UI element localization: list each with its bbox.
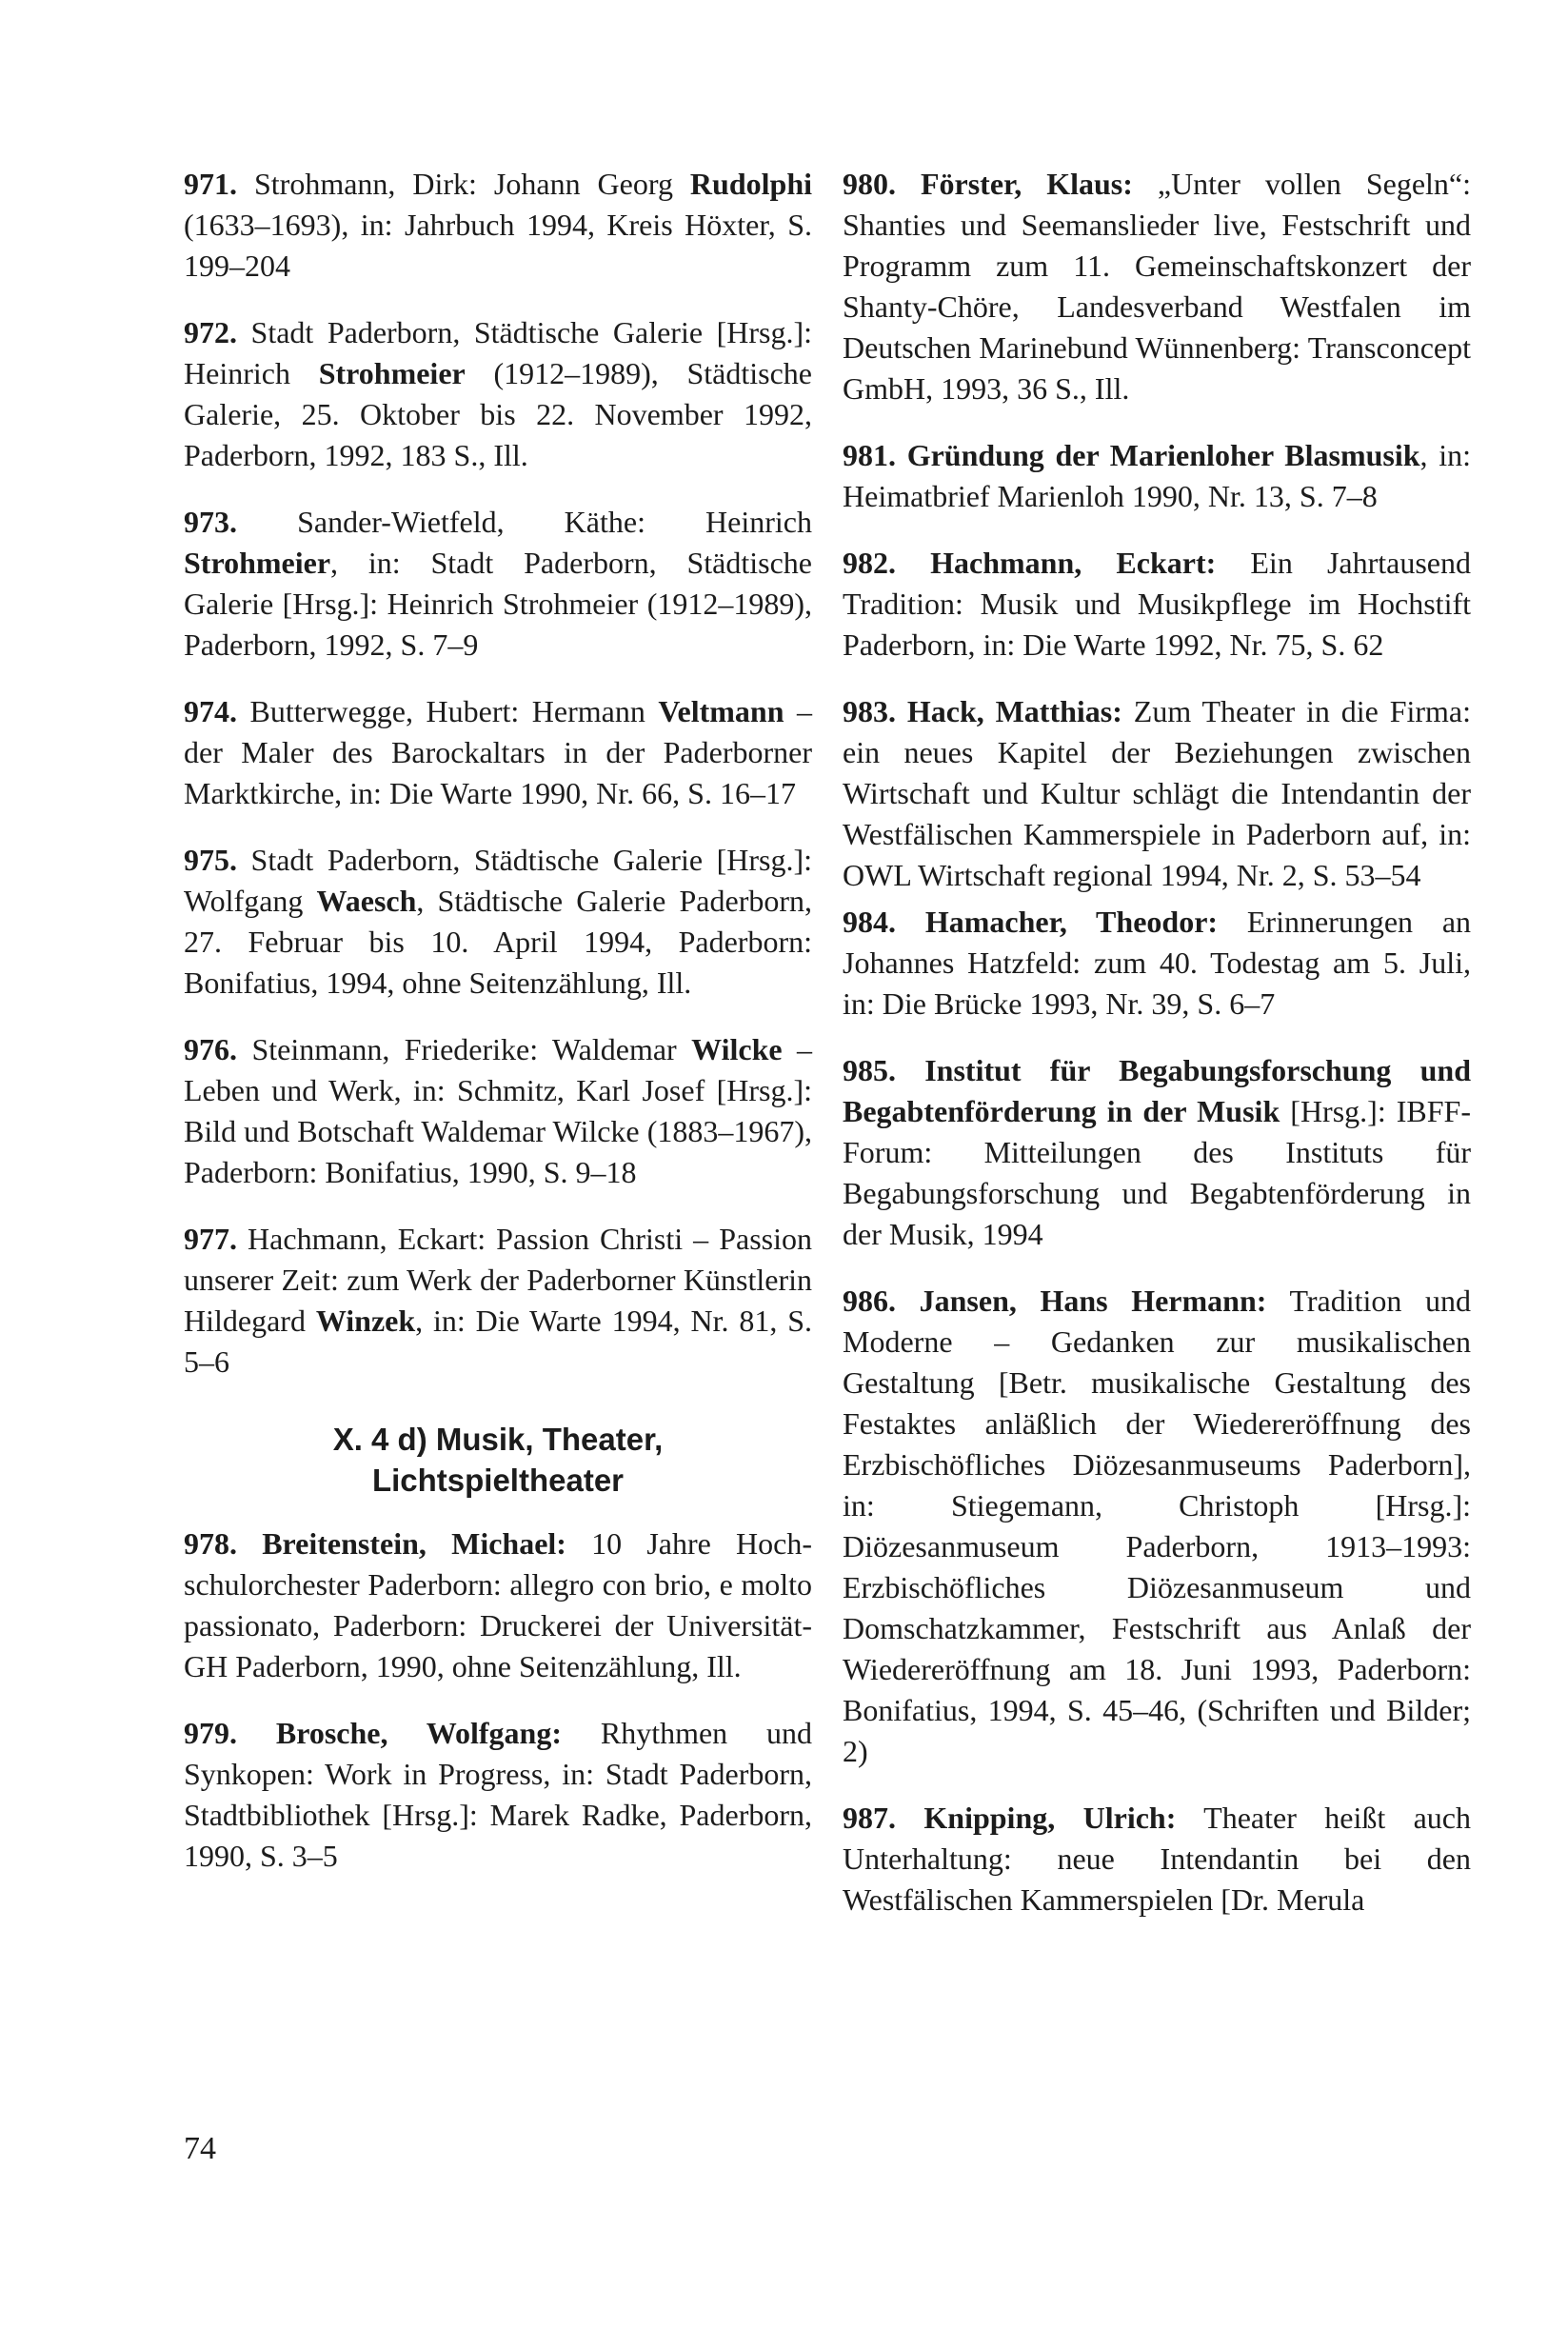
entry-bold-text: Jansen, Hans Hermann: xyxy=(919,1284,1267,1318)
entry-974 xyxy=(184,691,812,814)
entry-text: Stadt Paderborn, Städtische Galerie [Hrsg.]: Wolfgang xyxy=(184,843,812,918)
entry-number: 978. xyxy=(184,1526,237,1561)
entry-983 xyxy=(843,691,1471,896)
entry-number: 973. xyxy=(184,505,237,539)
entry-982 xyxy=(843,543,1471,666)
entry-text xyxy=(896,1801,923,1835)
entry-text: Sander-Wietfeld, Käthe: Heinrich xyxy=(237,505,812,539)
entry-971 xyxy=(184,164,812,287)
entry-977 xyxy=(184,1219,812,1383)
left-column xyxy=(184,164,812,1902)
entry-text: , in: Die Warte 1994, Nr. 81, S. 5–6 xyxy=(184,1304,813,1379)
entry-bold-text: Förster, Klaus: xyxy=(920,167,1133,201)
entry-bold-text: Strohmeier xyxy=(318,356,466,390)
entry-978 xyxy=(184,1523,812,1687)
entry-981 xyxy=(843,435,1471,517)
entry-number: 971. xyxy=(184,167,237,201)
entry-bold-text: Institut für Begabungsforschung und Begabtenförderung in der Musik xyxy=(843,1053,1471,1128)
entry-text: Steinmann, Friederike: Waldemar xyxy=(237,1032,692,1066)
entry-973 xyxy=(184,502,812,666)
entry-number: 987. xyxy=(843,1801,896,1835)
entry-text: , Städtische Galerie Paderborn, 27. Februar bis 10. April 1994, Paderborn: Bonifatius, 1994, ohne Seitenzählung, Ill. xyxy=(184,884,813,1000)
entry-text: (1912–1989), Städtische Galerie, 25. Oktober bis 22. November 1992, Paderborn, 1992, 183 S., Ill. xyxy=(184,356,813,472)
entry-text: , in: Stadt Paderborn, Städtische Galerie [Hrsg.]: Heinrich Strohmeier (1912–1989), Paderborn, 1992, S. 7–9 xyxy=(184,546,812,662)
section-heading xyxy=(184,1419,812,1501)
entry-text xyxy=(896,1284,920,1318)
entry-979 xyxy=(184,1713,812,1877)
entry-text: Erinnerungen an Johannes Hatzfeld: zum 40. Todestag am 5. Juli, in: Die Brücke 1993, Nr. 39, S. 6–7 xyxy=(843,905,1472,1021)
entry-bold-text: Hachmann, Eckart: xyxy=(930,546,1217,580)
entry-985 xyxy=(843,1050,1471,1255)
entry-text xyxy=(896,694,907,728)
entry-bold-text: Strohmeier xyxy=(184,546,331,580)
entry-text xyxy=(896,546,930,580)
entry-bold-text: Knipping, Ulrich: xyxy=(923,1801,1177,1835)
section-heading-line-1: X. 4 d) Musik, Theater, xyxy=(332,1422,664,1457)
entry-975 xyxy=(184,840,812,1004)
entry-bold-text: Veltmann xyxy=(658,694,784,728)
entry-text: – der Maler des Barockaltars in der Paderborner Marktkirche, in: Die Warte 1990, Nr. 66, S. 16–17 xyxy=(184,694,813,810)
entry-bold-text: Rudolphi xyxy=(689,167,812,201)
entry-987 xyxy=(843,1798,1471,1921)
entry-980 xyxy=(843,164,1471,409)
entry-text: Rhythmen und Synkopen: Work in Progress, in: Stadt Paderborn, Stadtbibliothek [Hrsg.]: Marek Radke, Paderborn, 1990, S. 3–5 xyxy=(184,1716,813,1873)
entry-text xyxy=(896,905,925,939)
entry-number: 976. xyxy=(184,1032,237,1066)
entry-text: (1633–1693), in: Jahrbuch 1994, Kreis Höxter, S. 199–204 xyxy=(184,208,812,283)
entry-number: 982. xyxy=(843,546,896,580)
entry-text: , in: Heimatbrief Marienloh 1990, Nr. 13, S. 7–8 xyxy=(843,438,1472,513)
entry-number: 985. xyxy=(843,1053,896,1087)
entry-text xyxy=(896,1053,924,1087)
entry-text: Butterwegge, Hubert: Hermann xyxy=(237,694,659,728)
page-number: 74 xyxy=(184,2131,216,2166)
entry-bold-text: Waesch xyxy=(316,884,417,918)
entry-number: 977. xyxy=(184,1222,237,1256)
entry-number: 974. xyxy=(184,694,237,728)
entry-text: – Leben und Werk, in: Schmitz, Karl Josef [Hrsg.]: Bild und Botschaft Waldemar Wilcke (1883–1967), Paderborn: Bonifatius, 1990, S. 9–18 xyxy=(184,1032,813,1189)
entry-text: 10 Jahre Hochschulorchester Paderborn: allegro con brio, e molto passionato, Paderborn: Druckerei der Universität-GH Paderborn, 1990, ohne Seitenzählung, Ill. xyxy=(184,1526,813,1683)
entry-text: Theater heißt auch Unterhaltung: neue Intendantin bei den Westfälischen Kammerspielen [Dr. Merula xyxy=(843,1801,1471,1917)
entry-text xyxy=(896,167,921,201)
entry-text: „Unter vollen Segeln“: Shanties und Seemanslieder live, Festschrift und Programm zum 11. Gemeinschaftskonzert der Shanty-Chöre, Landesverband Westfalen im Deutschen Marinebund Wünnenberg: Transconcept GmbH, 1993, 36 S., Ill. xyxy=(843,167,1472,406)
entry-text: Stadt Paderborn, Städtische Galerie [Hrsg.]: Heinrich xyxy=(184,315,812,390)
entry-986 xyxy=(843,1281,1471,1772)
entry-number: 981. xyxy=(843,438,896,472)
entry-bold-text: Winzek xyxy=(315,1304,416,1338)
entry-number: 986. xyxy=(843,1284,896,1318)
entry-text: Ein Jahrtausend Tradition: Musik und Musikpflege im Hochstift Paderborn, in: Die Warte 1992, Nr. 75, S. 62 xyxy=(843,546,1471,662)
entry-bold-text: Wilcke xyxy=(691,1032,783,1066)
entry-text xyxy=(896,438,907,472)
entry-bold-text: Gründung der Marienloher Blasmusik xyxy=(906,438,1420,472)
entry-number: 983. xyxy=(843,694,896,728)
entry-number: 972. xyxy=(184,315,237,349)
entry-text: Strohmann, Dirk: Johann Georg xyxy=(237,167,690,201)
section-heading-line-2: Lichtspieltheater xyxy=(371,1463,625,1498)
entry-number: 984. xyxy=(843,905,896,939)
entry-bold-text: Hack, Matthias: xyxy=(906,694,1122,728)
entry-bold-text: Brosche, Wolfgang: xyxy=(275,1716,562,1750)
entry-number: 975. xyxy=(184,843,237,877)
entry-bold-text: Breitenstein, Michael: xyxy=(262,1526,566,1561)
entry-text xyxy=(237,1716,276,1750)
entry-bold-text: Hamacher, Theodor: xyxy=(924,905,1219,939)
right-column xyxy=(843,164,1471,1946)
entry-972 xyxy=(184,312,812,476)
entry-number: 980. xyxy=(843,167,896,201)
entry-number: 979. xyxy=(184,1716,237,1750)
entry-984 xyxy=(843,902,1471,1025)
entry-text: [Hrsg.]: IBFF-Forum: Mitteilungen des Instituts für Begabungsforschung und Begabtenförderung in der Musik, 1994 xyxy=(843,1094,1472,1251)
entry-text: Tradition und Moderne – Gedanken zur musikalischen Gestaltung [Betr. musikalische Gestaltung des Festaktes anläßlich der Wiedereröffnung des Erzbischöfliches Diözesanmuseums Paderborn], in: Stiegemann, Christoph [Hrsg.]: Diözesanmuseum Paderborn, 1913–1993: Erzbischöfliches Diözesanmuseum und Domschatzkammer, Festschrift aus Anlaß der Wiedereröffnung am 18. Juni 1993, Paderborn: Bonifatius, 1994, S. 45–46, (Schriften und Bilder; 2) xyxy=(843,1284,1472,1768)
entry-text xyxy=(237,1526,262,1561)
entry-text: Zum Theater in die Firma: ein neues Kapitel der Beziehungen zwischen Wirtschaft und Kultur schlägt die Intendantin der Westfälischen Kammerspiele in Paderborn auf, in: OWL Wirtschaft regional 1994, Nr. 2, S. 53–54 xyxy=(843,694,1472,892)
entry-976 xyxy=(184,1029,812,1193)
entry-text: Hachmann, Eckart: Passion Christi – Passion unserer Zeit: zum Werk der Paderborner Künstlerin Hildegard xyxy=(184,1222,812,1338)
